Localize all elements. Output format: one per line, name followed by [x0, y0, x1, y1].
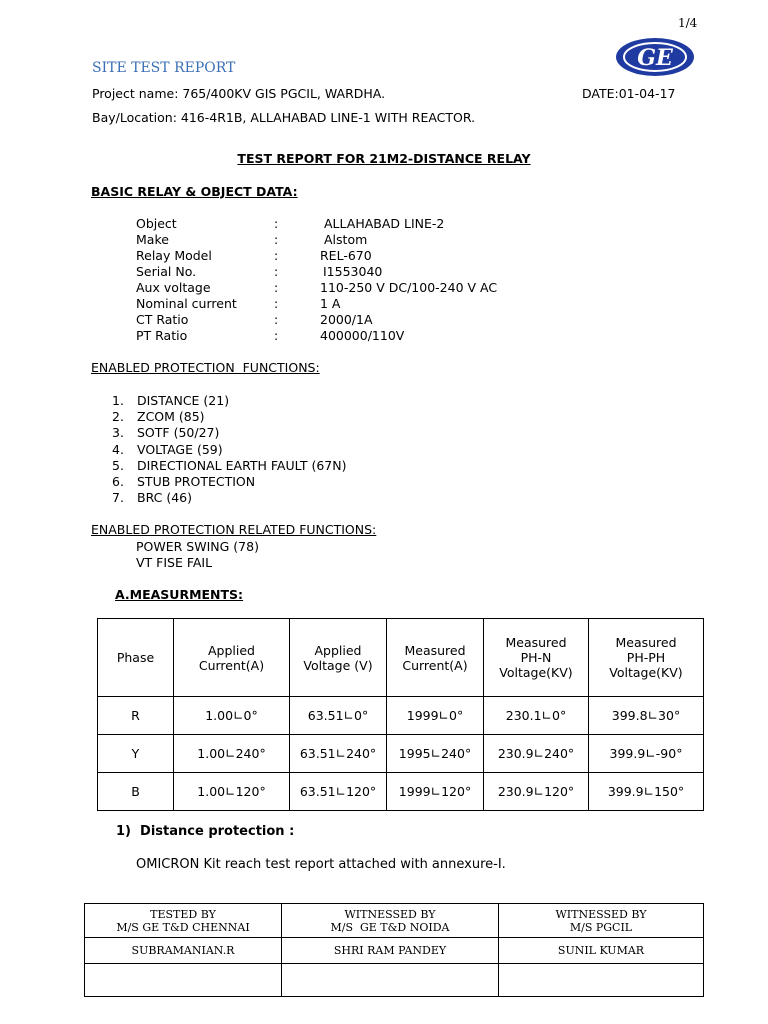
relay-data-row: PT Ratio : 400000/110V [136, 328, 405, 343]
relay-data-row: Aux voltage : 110-250 V DC/100-240 V AC [136, 280, 498, 295]
table-row [85, 938, 704, 964]
measurements-title: A.MEASURMENTS: [115, 587, 244, 602]
related-function-item: POWER SWING (78) [136, 539, 259, 554]
related-functions-title: ENABLED PROTECTION RELATED FUNCTIONS: [91, 522, 377, 537]
ge-logo [614, 36, 696, 81]
measurements-table [97, 618, 704, 811]
relay-data-row: Object : ALLAHABAD LINE-2 [136, 216, 445, 231]
signature-header: WITNESSED BY M/S PGCIL [499, 904, 704, 938]
section-title: 1) Distance protection : [116, 824, 295, 839]
signatory-name: SHRI RAM PANDEY [282, 938, 499, 964]
table-header-row [98, 619, 704, 697]
column-header: Phase [98, 619, 174, 697]
signature-header: TESTED BY M/S GE T&D CHENNAI [85, 904, 282, 938]
omicron-note: OMICRON Kit reach test report attached with annexure-I. [136, 857, 506, 872]
list-item: 4. VOLTAGE (59) [112, 441, 223, 457]
relay-data-row: CT Ratio : 2000/1A [136, 312, 373, 327]
relay-data-row: Nominal current : 1 A [136, 296, 341, 311]
enabled-functions-title: ENABLED PROTECTION FUNCTIONS: [91, 360, 320, 375]
site-title: SITE TEST REPORT [92, 60, 236, 76]
relay-data-row: Serial No. : I1553040 [136, 264, 383, 279]
list-item: 2. ZCOM (85) [112, 409, 205, 425]
column-header: Measured Current(A) [387, 619, 484, 697]
signature-header: WITNESSED BY M/S GE T&D NOIDA [282, 904, 499, 938]
column-header: Measured PH-PH Voltage(KV) [589, 619, 704, 697]
column-header: Measured PH-N Voltage(KV) [484, 619, 589, 697]
table-header-row [85, 904, 704, 938]
list-item: 6. STUB PROTECTION [112, 473, 256, 489]
signature-table [84, 903, 704, 997]
column-header: Applied Voltage (V) [290, 619, 387, 697]
basic-data-title: BASIC RELAY & OBJECT DATA: [91, 184, 298, 199]
signature-cell [499, 964, 704, 997]
signatory-name: SUNIL KUMAR [499, 938, 704, 964]
page-number: 1/4 [678, 16, 698, 30]
relay-data-row: Make : Alstom [136, 232, 368, 247]
table-row: Y 1.00∟240° 63.51∟240° 1995∟240° 230.9∟240° 399.9∟-90° [98, 735, 704, 773]
report-title: TEST REPORT FOR 21M2-DISTANCE RELAY [237, 151, 531, 166]
list-item: 5. DIRECTIONAL EARTH FAULT (67N) [112, 457, 347, 473]
list-item: 1. DISTANCE (21) [112, 393, 230, 408]
enabled-functions-list [112, 393, 346, 506]
date-line: DATE:01-04-17 [582, 86, 676, 101]
signature-cell [282, 964, 499, 997]
bay-line: Bay/Location: 416-4R1B, ALLAHABAD LINE-1 WITH REACTOR. [92, 110, 476, 125]
signature-cell [85, 964, 282, 997]
logo-text: GE [637, 45, 673, 71]
related-function-item: VT FISE FAIL [136, 555, 213, 570]
project-line: Project name: 765/400KV GIS PGCIL, WARDHA. [92, 86, 386, 101]
list-item: 3. SOTF (50/27) [112, 425, 220, 441]
signatory-name: SUBRAMANIAN.R [85, 938, 282, 964]
relay-data-row: Relay Model : REL-670 [136, 248, 372, 263]
list-item: 7. BRC (46) [112, 490, 192, 506]
table-row: R 1.00∟0° 63.51∟0° 1999∟0° 230.1∟0° 399.8∟30° [98, 697, 704, 735]
column-header: Applied Current(A) [174, 619, 290, 697]
table-row: B 1.00∟120° 63.51∟120° 1999∟120° 230.9∟120° 399.9∟150° [98, 773, 704, 811]
signature-row [85, 964, 704, 997]
